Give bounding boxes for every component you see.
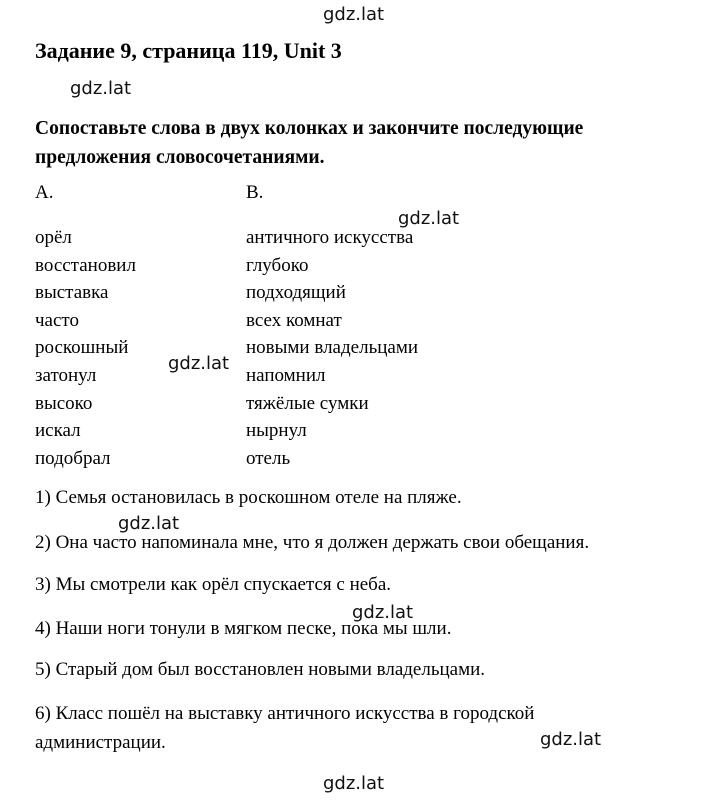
column-a-header: A.: [35, 182, 54, 203]
task-instruction: Сопоставьте слова в двух колонках и закончите последующие предложения словосочетаниями.: [35, 118, 584, 168]
page-title: Задание 9, страница 119, Unit 3: [35, 38, 342, 63]
watermark: gdz.lat: [323, 773, 385, 794]
column-b-item: всех комнат: [246, 309, 342, 331]
column-a-item: затонул: [35, 364, 97, 386]
answer-sentence: 6) Класс пошёл на выставку античного искусства в городской администрации.: [35, 703, 535, 753]
column-b-item: нырнул: [246, 420, 307, 442]
answer-sentence: 4) Наши ноги тонули в мягком песке, пока мы шли.: [35, 618, 452, 639]
column-a-item: часто: [35, 309, 79, 331]
column-a-item: выставка: [35, 282, 109, 304]
watermark: gdz.lat: [540, 729, 602, 750]
watermark: gdz.lat: [398, 208, 460, 229]
column-a-item: высоко: [35, 392, 93, 414]
answer-sentence: 1) Семья остановилась в роскошном отеле на пляже.: [35, 487, 462, 508]
column-a-item: роскошный: [35, 337, 129, 359]
watermark: gdz.lat: [70, 78, 132, 99]
watermark: gdz.lat: [352, 602, 414, 623]
answer-sentence: 2) Она часто напоминала мне, что я должен держать свои обещания.: [35, 532, 590, 553]
column-b-item: отель: [246, 447, 291, 469]
column-b-header: B.: [246, 182, 264, 203]
watermark: gdz.lat: [118, 513, 180, 534]
column-b-item: античного искусства: [246, 227, 414, 248]
answer-sentence: 5) Старый дом был восстановлен новыми владельцами.: [35, 659, 486, 680]
column-b-list: [246, 224, 418, 472]
answer-sentence: 3) Мы смотрели как орёл спускается с неба.: [35, 574, 392, 595]
column-b-item: глубоко: [246, 254, 309, 276]
column-b-item: подходящий: [246, 282, 346, 304]
watermark: gdz.lat: [168, 353, 230, 374]
column-b-item: напомнил: [246, 364, 326, 386]
column-a-item: подобрал: [35, 447, 111, 469]
column-b-item: новыми владельцами: [246, 337, 419, 359]
column-b-item: тяжёлые сумки: [246, 392, 369, 414]
column-a-item: орёл: [35, 227, 72, 248]
column-a-item: восстановил: [35, 254, 136, 276]
column-a-list: [35, 224, 136, 472]
column-a-item: искал: [35, 420, 81, 442]
watermark: gdz.lat: [323, 4, 385, 25]
